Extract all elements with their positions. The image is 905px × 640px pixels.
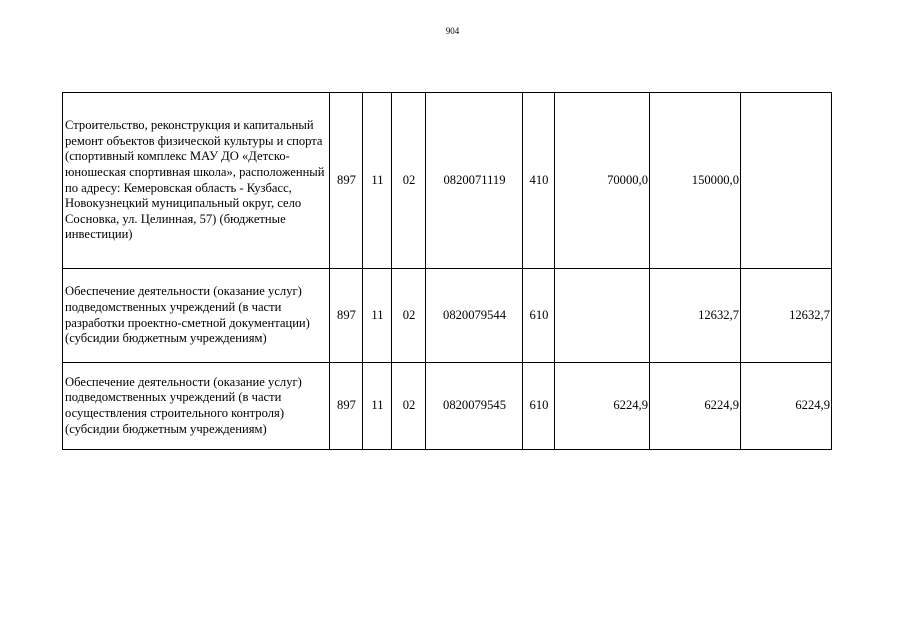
amount-year-1: 70000,0 (555, 93, 650, 269)
ministry-code: 897 (330, 363, 363, 450)
page-number: 904 (445, 26, 460, 36)
section-code: 11 (363, 363, 392, 450)
ministry-code: 897 (330, 269, 363, 363)
budget-table (62, 92, 832, 450)
ministry-code: 897 (330, 93, 363, 269)
table-row (63, 269, 832, 363)
amount-year-3: 12632,7 (741, 269, 832, 363)
row-description: Обеспечение деятельности (оказание услуг) подведомственных учреждений (в части разработки проектно-сметной документации) (субсидии бюджетным учреждениям) (63, 269, 330, 363)
expense-type-code: 410 (523, 93, 555, 269)
amount-year-3 (741, 93, 832, 269)
amount-year-1: 6224,9 (555, 363, 650, 450)
amount-year-3: 6224,9 (741, 363, 832, 450)
target-article-code: 0820079545 (426, 363, 523, 450)
expense-type-code: 610 (523, 363, 555, 450)
amount-year-1 (555, 269, 650, 363)
section-code: 11 (363, 269, 392, 363)
amount-year-2: 12632,7 (650, 269, 741, 363)
amount-year-2: 6224,9 (650, 363, 741, 450)
table-row (63, 93, 832, 269)
target-article-code: 0820071119 (426, 93, 523, 269)
section-code: 11 (363, 93, 392, 269)
row-description: Обеспечение деятельности (оказание услуг) подведомственных учреждений (в части осуществления строительного контроля) (субсидии бюджетным учреждениям) (63, 363, 330, 450)
table-row (63, 363, 832, 450)
row-description: Строительство, реконструкция и капитальный ремонт объектов физической культуры и спорта (спортивный комплекс МАУ ДО «Детско-юношеская спортивная школа», расположенный по адресу: Кемеровская область - Кузбасс, Новокузнецкий муниципальный округ, село Сосновка, ул. Целинная, 57) (бюджетные инвестиции) (63, 93, 330, 269)
subsection-code: 02 (392, 363, 426, 450)
expense-type-code: 610 (523, 269, 555, 363)
subsection-code: 02 (392, 269, 426, 363)
subsection-code: 02 (392, 93, 426, 269)
target-article-code: 0820079544 (426, 269, 523, 363)
amount-year-2: 150000,0 (650, 93, 741, 269)
